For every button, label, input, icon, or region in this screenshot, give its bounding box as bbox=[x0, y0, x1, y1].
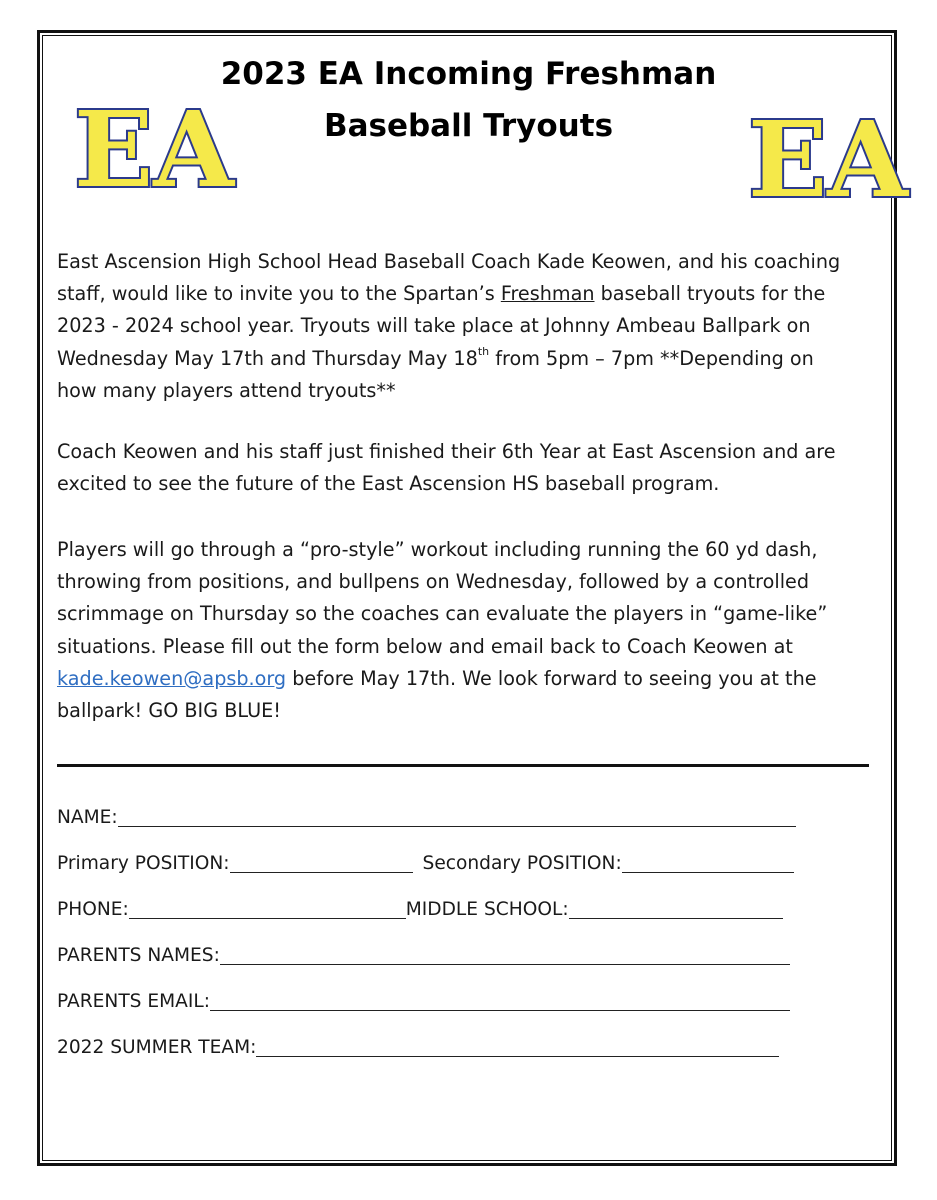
name-label: NAME: bbox=[57, 807, 118, 828]
primary-position-label: Primary POSITION: bbox=[57, 853, 230, 874]
intro-line-1: East Ascension High School Head Baseball Coach Kade Keowen, and his coaching bbox=[57, 250, 841, 273]
intro-line-4-sup: th bbox=[477, 345, 490, 359]
parents-names-label: PARENTS NAMES: bbox=[57, 945, 220, 966]
intro-line-3: 2023 - 2024 school year. Tryouts will take place at Johnny Ambeau Ballpark on bbox=[57, 314, 811, 338]
coach-email-link[interactable]: kade.keowen@apsb.org bbox=[57, 666, 287, 690]
page-title-line-1: 2023 EA Incoming Freshman bbox=[220, 56, 717, 92]
secondary-position-label: Secondary POSITION: bbox=[422, 853, 622, 874]
workout-line-4: situations. Please fill out the form below and email back to Coach Keowen at bbox=[57, 634, 793, 658]
phone-field[interactable] bbox=[129, 900, 406, 919]
intro-line-4-prefix: Wednesday May 17th and Thursday May 18 bbox=[57, 346, 478, 370]
intro-line-2-suffix: baseball tryouts for the bbox=[594, 282, 826, 306]
freshman-underlined: Freshman bbox=[500, 282, 595, 306]
summer-team-field[interactable] bbox=[256, 1038, 779, 1057]
intro-line-2 bbox=[57, 278, 877, 310]
intro-line-2-prefix: staff, would like to invite you to the Spartan’s bbox=[57, 282, 501, 306]
coach-paragraph bbox=[57, 436, 877, 500]
form-row-phone-school bbox=[57, 896, 783, 928]
ea-logo-left-text: EA bbox=[74, 88, 234, 211]
middle-school-field[interactable] bbox=[569, 900, 783, 919]
workout-line-1: Players will go through a “pro-style” workout including running the 60 yd dash, bbox=[57, 538, 818, 561]
summer-team-label: 2022 SUMMER TEAM: bbox=[57, 1037, 257, 1058]
workout-line-2: throwing from positions, and bullpens on Wednesday, followed by a controlled bbox=[57, 570, 810, 594]
intro-paragraph bbox=[57, 246, 877, 407]
parents-email-label: PARENTS EMAIL: bbox=[57, 991, 211, 1012]
intro-line-5: how many players attend tryouts** bbox=[57, 378, 396, 402]
phone-label: PHONE: bbox=[57, 899, 129, 920]
workout-line-6: ballpark! GO BIG BLUE! bbox=[57, 699, 281, 723]
intro-line-4 bbox=[57, 343, 877, 375]
form-row-summer-team bbox=[57, 1034, 779, 1066]
intro-line-4-suffix: from 5pm – 7pm **Depending on bbox=[489, 346, 814, 370]
form-row-parents-email bbox=[57, 988, 790, 1020]
ea-logo-right-text: EA bbox=[748, 98, 908, 221]
middle-school-label: MIDDLE SCHOOL: bbox=[405, 899, 569, 920]
workout-line-5 bbox=[57, 663, 877, 695]
workout-paragraph bbox=[57, 534, 877, 727]
coach-line-2: excited to see the future of the East Ascension HS baseball program. bbox=[57, 472, 720, 496]
name-field[interactable] bbox=[118, 808, 796, 827]
coach-line-1: Coach Keowen and his staff just finished their 6th Year at East Ascension and are bbox=[57, 440, 836, 463]
parents-email-field[interactable] bbox=[210, 992, 790, 1011]
workout-line-3: scrimmage on Thursday so the coaches can evaluate the players in “game-like” bbox=[57, 602, 828, 626]
form-row-parents-names bbox=[57, 942, 790, 974]
form-row-name bbox=[57, 804, 796, 836]
form-row-positions bbox=[57, 850, 794, 882]
primary-position-field[interactable] bbox=[230, 854, 413, 873]
secondary-position-field[interactable] bbox=[622, 854, 794, 873]
workout-line-5-suffix: before May 17th. We look forward to seeing you at the bbox=[286, 666, 817, 690]
parents-names-field[interactable] bbox=[220, 946, 790, 965]
page-title-line-2: Baseball Tryouts bbox=[323, 108, 614, 144]
section-divider bbox=[57, 764, 869, 767]
